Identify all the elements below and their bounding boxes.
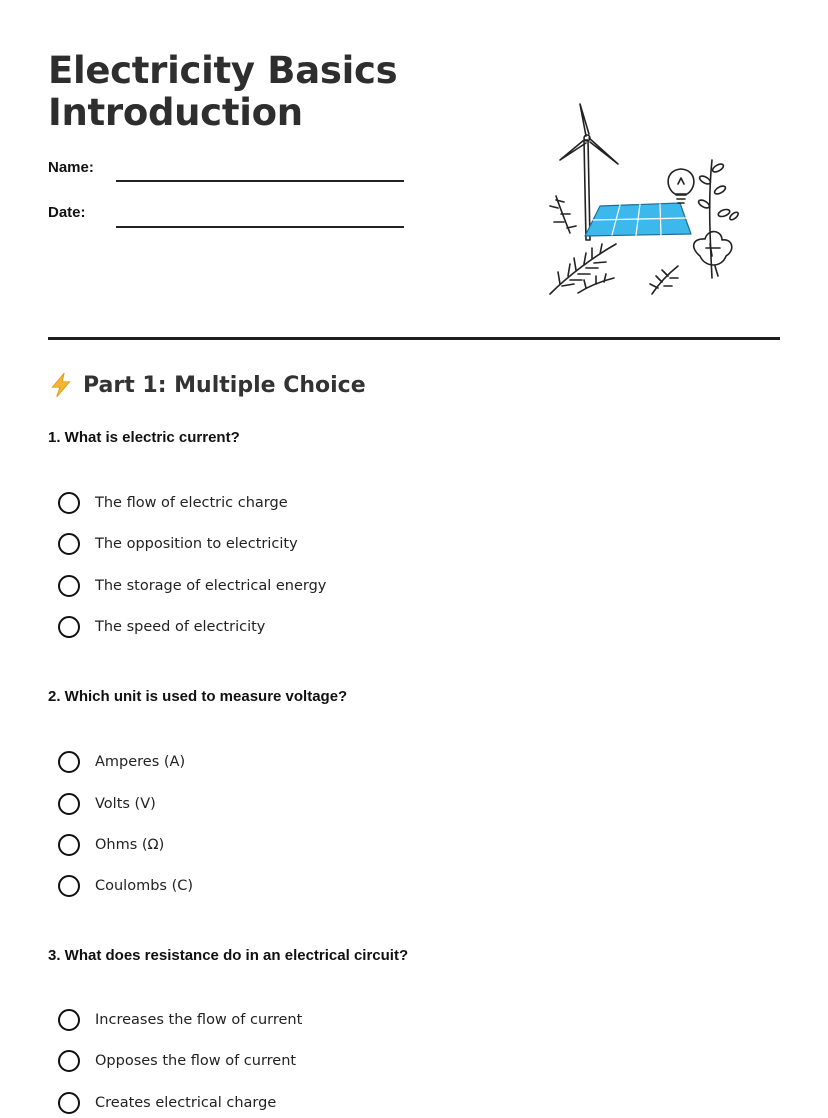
option-label: Increases the flow of current xyxy=(95,1012,303,1028)
renewable-energy-illustration xyxy=(540,98,750,303)
question-1: 1. What is electric current? xyxy=(48,429,240,446)
radio-button[interactable] xyxy=(58,793,80,815)
date-label: Date: xyxy=(48,204,86,221)
solar-panel-icon xyxy=(585,203,691,236)
radio-button[interactable] xyxy=(58,751,80,773)
title-line-1: Electricity Basics xyxy=(48,49,398,92)
radio-button[interactable] xyxy=(58,616,80,638)
radio-button[interactable] xyxy=(58,575,80,597)
name-label: Name: xyxy=(48,159,94,176)
title-line-2: Introduction xyxy=(48,91,303,134)
date-input-line[interactable] xyxy=(116,226,404,228)
sprig-bottom-icon xyxy=(650,266,678,294)
option-label: Volts (V) xyxy=(95,796,156,812)
radio-button[interactable] xyxy=(58,1050,80,1072)
option-label: Opposes the flow of current xyxy=(95,1053,297,1069)
radio-button[interactable] xyxy=(58,1092,80,1114)
option-label: The flow of electric charge xyxy=(95,495,288,511)
worksheet-title xyxy=(48,50,397,134)
q1-option-a[interactable] xyxy=(58,492,288,514)
flower-icon xyxy=(694,232,732,276)
option-label: The storage of electrical energy xyxy=(95,578,327,594)
question-3: 3. What does resistance do in an electrical circuit? xyxy=(48,947,409,964)
option-label: The opposition to electricity xyxy=(95,536,298,552)
lightning-bolt-icon xyxy=(48,372,74,398)
q2-option-a[interactable] xyxy=(58,751,185,773)
q3-option-b[interactable] xyxy=(58,1050,296,1072)
radio-button[interactable] xyxy=(58,492,80,514)
q1-option-d[interactable] xyxy=(58,616,265,638)
part-1-title: Part 1: Multiple Choice xyxy=(83,372,366,398)
leafy-plant-icon xyxy=(697,160,739,278)
option-label: Creates electrical charge xyxy=(95,1095,277,1111)
part-1-heading xyxy=(48,372,366,398)
q2-option-d[interactable] xyxy=(58,875,193,897)
radio-button[interactable] xyxy=(58,834,80,856)
q3-option-c[interactable] xyxy=(58,1092,276,1114)
question-2: 2. Which unit is used to measure voltage? xyxy=(48,688,348,705)
fern-left-icon xyxy=(550,196,576,233)
q1-option-b[interactable] xyxy=(58,533,298,555)
option-label: Amperes (A) xyxy=(95,754,186,770)
option-label: Coulombs (C) xyxy=(95,878,194,894)
radio-button[interactable] xyxy=(58,1009,80,1031)
q2-option-c[interactable] xyxy=(58,834,164,856)
q3-option-a[interactable] xyxy=(58,1009,302,1031)
option-label: The speed of electricity xyxy=(95,619,266,635)
q1-option-c[interactable] xyxy=(58,575,326,597)
light-bulb-icon xyxy=(668,169,694,203)
name-input-line[interactable] xyxy=(116,180,404,182)
option-label: Ohms (Ω) xyxy=(95,837,165,853)
q2-option-b[interactable] xyxy=(58,793,156,815)
fern-bottom-icon xyxy=(550,244,616,294)
radio-button[interactable] xyxy=(58,533,80,555)
radio-button[interactable] xyxy=(58,875,80,897)
section-divider xyxy=(48,337,780,340)
